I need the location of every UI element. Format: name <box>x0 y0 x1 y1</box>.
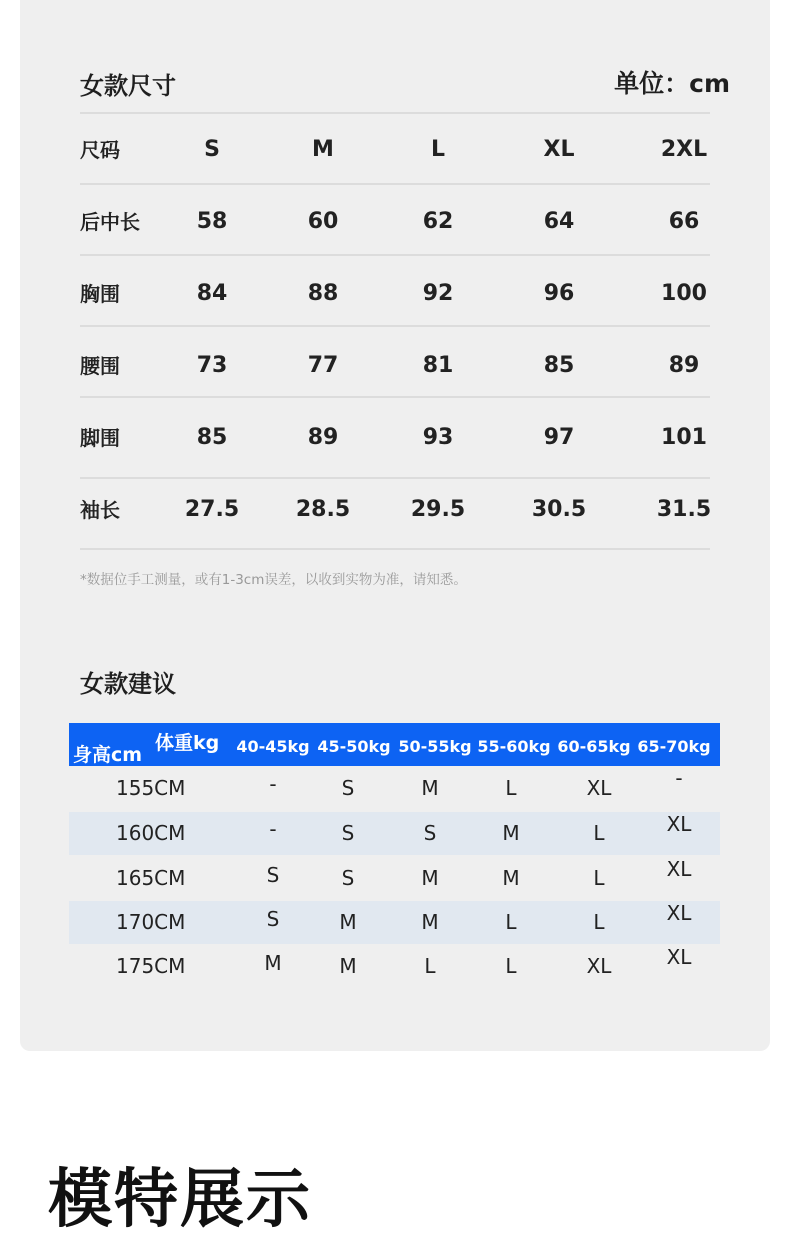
size-row <box>80 202 710 242</box>
size-cell: 81 <box>422 353 454 378</box>
size-suggestion: S <box>266 863 280 887</box>
size-cell: 64 <box>543 209 575 234</box>
suggest-row <box>69 767 720 810</box>
weight-range: 50-55kg <box>398 737 472 756</box>
size-table-title: 女款尺寸 <box>80 72 176 100</box>
size-suggestion: XL <box>586 776 612 800</box>
size-suggestion: M <box>421 866 439 890</box>
size-cell: 31.5 <box>656 497 712 522</box>
size-suggestion: XL <box>666 945 692 969</box>
weight-range: 55-60kg <box>477 737 551 756</box>
size-row <box>80 274 710 314</box>
height-value: 170CM <box>116 910 186 934</box>
size-suggestion: M <box>502 821 520 845</box>
size-cell: 60 <box>307 209 339 234</box>
size-cell: 101 <box>661 425 707 450</box>
size-cell: 58 <box>196 209 228 234</box>
size-cell: 85 <box>543 353 575 378</box>
suggest-row <box>69 901 720 944</box>
size-suggestion: S <box>423 821 437 845</box>
divider <box>80 183 710 185</box>
size-suggestion: XL <box>586 954 612 978</box>
size-suggestion: XL <box>666 901 692 925</box>
size-cell: 96 <box>543 281 575 306</box>
size-cell: 28.5 <box>295 497 351 522</box>
size-cell: 62 <box>422 209 454 234</box>
size-cell: 84 <box>196 281 228 306</box>
weight-range: 40-45kg <box>236 737 310 756</box>
unit-label: 单位：cm <box>614 69 730 98</box>
divider <box>80 112 710 114</box>
size-cell: 73 <box>196 353 228 378</box>
suggest-header-row <box>69 723 720 766</box>
size-cell: 27.5 <box>184 497 240 522</box>
weight-range: 65-70kg <box>637 737 711 756</box>
size-cell: 88 <box>307 281 339 306</box>
divider <box>80 254 710 256</box>
size-cell: 100 <box>661 281 707 306</box>
size-cell: 30.5 <box>531 497 587 522</box>
weight-range: 60-65kg <box>557 737 631 756</box>
suggest-row <box>69 945 720 988</box>
size-suggestion: M <box>339 954 357 978</box>
size-suggestion: - <box>269 772 277 796</box>
size-row-label: 脚围 <box>80 426 120 450</box>
size-row <box>80 490 710 530</box>
size-cell: L <box>430 137 446 162</box>
size-cell: 93 <box>422 425 454 450</box>
size-cell: S <box>204 137 220 162</box>
size-cell: 89 <box>668 353 700 378</box>
divider <box>80 396 710 398</box>
size-header-label: 尺码 <box>80 138 120 162</box>
size-row-label: 袖长 <box>80 498 120 522</box>
size-cell: 97 <box>543 425 575 450</box>
size-suggestion: L <box>505 776 517 800</box>
suggest-table-title: 女款建议 <box>80 670 176 698</box>
size-cell: M <box>312 137 334 162</box>
size-cell: 92 <box>422 281 454 306</box>
size-row-label: 腰围 <box>80 354 120 378</box>
size-row-label: 胸围 <box>80 282 120 306</box>
suggest-row <box>69 857 720 900</box>
size-suggestion: S <box>341 776 355 800</box>
size-cell: 89 <box>307 425 339 450</box>
height-header: 身高cm <box>73 744 143 766</box>
size-suggestion: - <box>675 766 683 790</box>
size-row-label: 后中长 <box>80 210 140 234</box>
suggest-row <box>69 812 720 855</box>
size-cell: 85 <box>196 425 228 450</box>
size-suggestion: S <box>266 907 280 931</box>
size-suggestion: M <box>421 776 439 800</box>
size-suggestion: L <box>505 954 517 978</box>
model-section-heading: 模特展示 <box>48 1163 312 1237</box>
divider <box>80 477 710 479</box>
measurement-note: *数据位手工测量，或有1-3cm误差，以收到实物为准，请知悉。 <box>80 572 467 588</box>
size-suggestion: L <box>593 910 605 934</box>
size-header-row <box>80 130 710 170</box>
size-suggestion: L <box>593 821 605 845</box>
size-suggestion: S <box>341 866 355 890</box>
height-value: 165CM <box>116 866 186 890</box>
size-row <box>80 346 710 386</box>
size-suggestion: L <box>424 954 436 978</box>
size-cell: 77 <box>307 353 339 378</box>
size-suggestion: L <box>505 910 517 934</box>
divider <box>80 325 710 327</box>
size-suggestion: XL <box>666 812 692 836</box>
size-suggestion: M <box>339 910 357 934</box>
size-suggestion: - <box>269 817 277 841</box>
size-suggestion: S <box>341 821 355 845</box>
weight-range: 45-50kg <box>317 737 391 756</box>
size-suggestion: XL <box>666 857 692 881</box>
size-row <box>80 418 710 458</box>
size-cell: 66 <box>668 209 700 234</box>
size-suggestion: M <box>502 866 520 890</box>
size-cell: 2XL <box>660 137 708 162</box>
height-value: 175CM <box>116 954 186 978</box>
size-cell: 29.5 <box>410 497 466 522</box>
size-cell: XL <box>543 137 575 162</box>
height-value: 155CM <box>116 776 186 800</box>
size-suggestion: L <box>593 866 605 890</box>
size-suggestion: M <box>264 951 282 975</box>
height-value: 160CM <box>116 821 186 845</box>
divider <box>80 548 710 550</box>
weight-header: 体重kg <box>155 732 220 754</box>
size-suggestion: M <box>421 910 439 934</box>
